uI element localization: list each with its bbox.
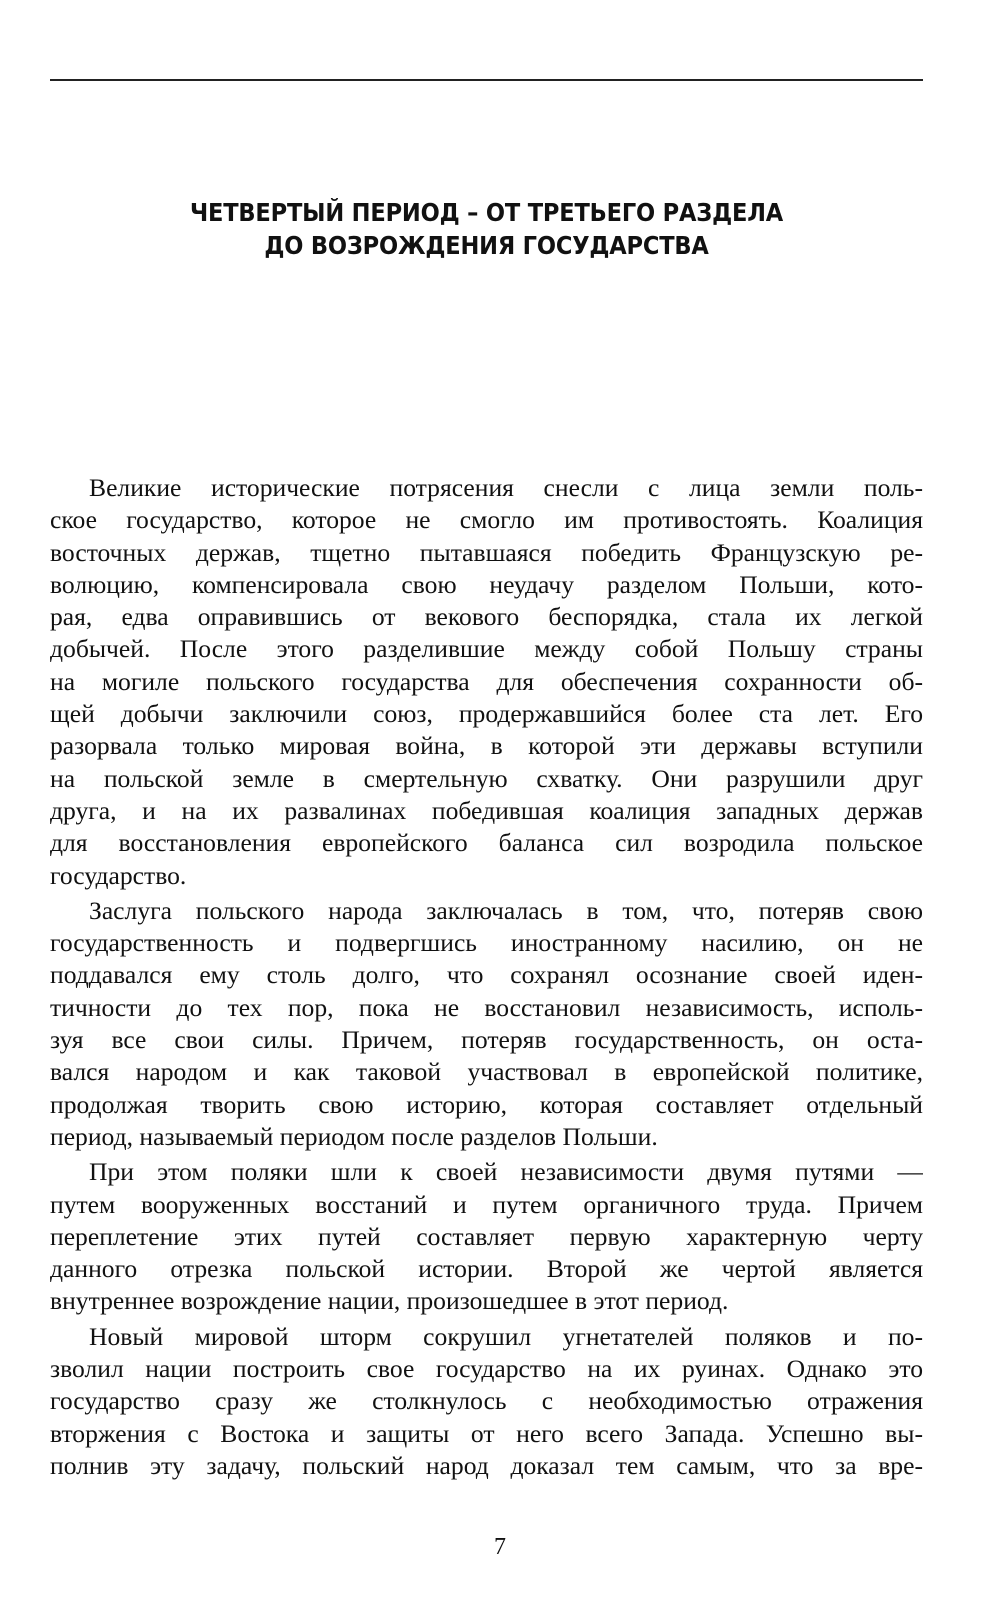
paragraph-2 — [50, 895, 923, 1153]
paragraph-line: волюцию, компенсировала свою неудачу разделом Польши, кото- — [50, 569, 923, 599]
paragraph-line: зволил нации построить свое государство на их руинах. Однако это — [50, 1354, 923, 1384]
paragraph-line: восточных держав, тщетно пытавшаяся победить Французскую ре- — [50, 537, 923, 567]
paragraph-line: государственность и подвергшись иностранному насилию, он не — [50, 928, 923, 958]
chapter-title-line-1: ЧЕТВЕРТЫЙ ПЕРИОД – ОТ ТРЕТЬЕГО РАЗДЕЛА — [190, 198, 783, 227]
paragraph-line: на могиле польского государства для обеспечения сохранности об- — [50, 666, 923, 696]
paragraph-line: тичности до тех пор, пока не восстановил независимость, исполь- — [50, 992, 923, 1022]
chapter-title-line-2: ДО ВОЗРОЖДЕНИЯ ГОСУДАРСТВА — [264, 231, 709, 260]
paragraph-line: полнив эту задачу, польский народ доказал тем самым, что за вре- — [50, 1450, 923, 1480]
paragraph-line: Заслуга польского народа заключалась в том, что, потеряв свою — [89, 895, 923, 925]
paragraph-line: государство. — [50, 860, 187, 890]
paragraph-line: друга, и на их развалинах победившая коалиция западных держав — [50, 795, 923, 825]
paragraph-line: вался народом и как таковой участвовал в европейской политике, — [50, 1057, 923, 1087]
chapter-title — [85, 196, 888, 262]
paragraph-line: ское государство, которое не смогло им противостоять. Коалиция — [50, 505, 923, 535]
paragraph-line: При этом поляки шли к своей независимости двумя путями — — [89, 1157, 923, 1187]
paragraph-line: внутреннее возрождение нации, произошедшее в этот период. — [50, 1286, 729, 1316]
paragraph-1 — [50, 472, 923, 892]
paragraph-line: на польской земле в смертельную схватку. Они разрушили друг — [50, 763, 923, 793]
paragraph-line: вторжения с Востока и защиты от него всего Запада. Успешно вы- — [50, 1418, 923, 1448]
paragraph-line: государство сразу же столкнулось с необходимостью отражения — [50, 1386, 923, 1416]
paragraph-4 — [50, 1321, 923, 1482]
paragraph-line: Великие исторические потрясения снесли с лица земли поль- — [89, 473, 923, 502]
paragraph-line: щей добычи заключили союз, продержавшийся более ста лет. Его — [50, 699, 923, 729]
paragraph-line: путем вооруженных восстаний и путем органичного труда. Причем — [50, 1189, 923, 1219]
paragraph-line: зуя все свои силы. Причем, потеряв государственность, он оста- — [50, 1025, 923, 1055]
paragraph-line: рая, едва оправившись от векового беспорядка, стала их легкой — [50, 602, 923, 632]
paragraph-line: Новый мировой шторм сокрушил угнетателей поляков и по- — [89, 1321, 923, 1351]
paragraph-line: разорвала только мировая война, в которой эти державы вступили — [50, 731, 923, 761]
paragraph-3 — [50, 1156, 923, 1317]
paragraph-line: данного отрезка польской истории. Второй же чертой является — [50, 1254, 923, 1284]
paragraph-line: переплетение этих путей составляет первую характерную черту — [50, 1221, 923, 1251]
header-rule — [50, 79, 923, 81]
paragraph-line: продолжая творить свою историю, которая составляет отдельный — [50, 1089, 923, 1119]
body-text — [50, 472, 923, 1482]
paragraph-line: добычей. После этого разделившие между собой Польшу страны — [50, 634, 923, 664]
page-number: 7 — [494, 1534, 506, 1560]
paragraph-line: поддавался ему столь долго, что сохранял осознание своей иден- — [50, 960, 923, 990]
paragraph-line: для восстановления европейского баланса сил возродила польское — [50, 828, 923, 858]
paragraph-line: период, называемый периодом после разделов Польши. — [50, 1121, 658, 1151]
